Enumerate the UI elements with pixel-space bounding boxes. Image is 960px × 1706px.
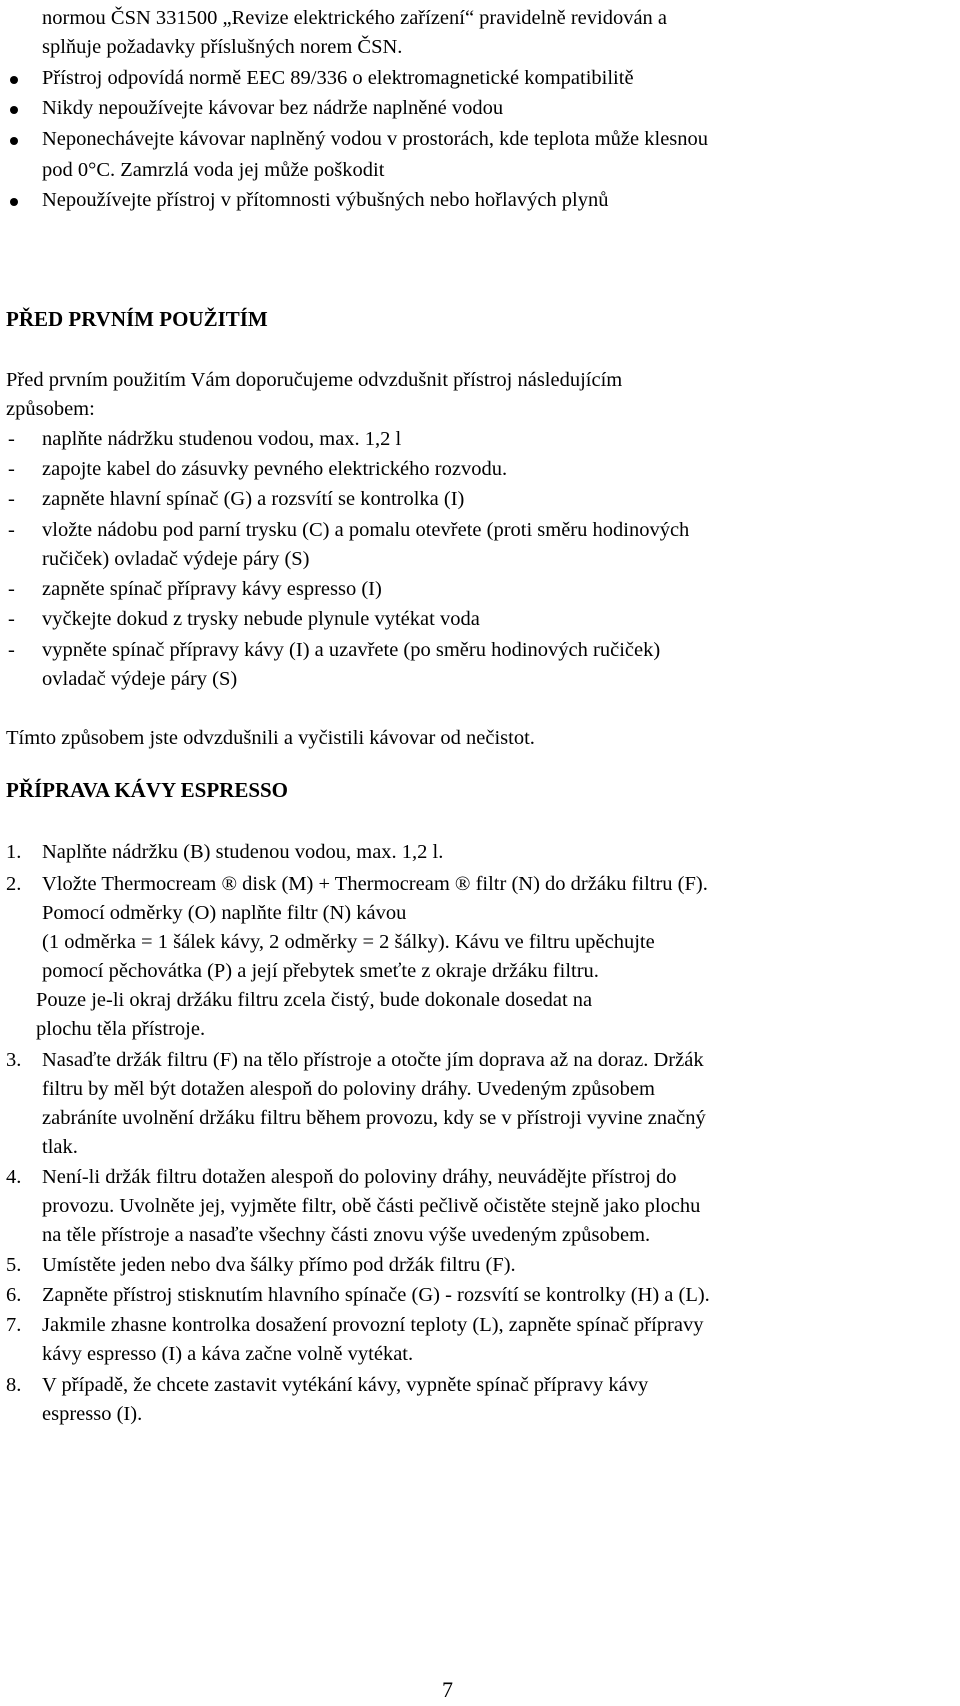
espresso-step-text: tlak. [42, 1136, 78, 1158]
step-item: naplňte nádržku studenou vodou, max. 1,2 l [42, 428, 402, 450]
list-number: 6. [6, 1284, 22, 1306]
step-item: zapněte hlavní spínač (G) a rozsvítí se kontrolka (I) [42, 488, 465, 510]
section1-paragraph-line-1: Před prvním použitím Vám doporučujeme odvzdušnit přístroj následujícím [6, 369, 623, 391]
bullet-item-3: Neponechávejte kávovar naplněný vodou v prostorách, kde teplota může klesnou [42, 128, 709, 150]
step-item-continuation: ručiček) ovladač výdeje páry (S) [42, 548, 310, 570]
espresso-step-text: Naplňte nádržku (B) studenou vodou, max. 1,2 l. [42, 841, 444, 863]
list-number: 1. [6, 841, 22, 863]
espresso-step-text: Pomocí odměrky (O) naplňte filtr (N) kávou [42, 902, 407, 924]
bullet-icon [10, 106, 18, 114]
intro-continuation-line-1: normou ČSN 331500 „Revize elektrického zařízení“ pravidelně revidován a [42, 7, 668, 29]
espresso-step-text: Jakmile zhasne kontrolka dosažení provozní teploty (L), zapněte spínač přípravy [42, 1314, 704, 1336]
espresso-step-text: pomocí pěchovátka (P) a její přebytek smeťte z okraje držáku filtru. [42, 960, 599, 982]
espresso-step-text: plochu těla přístroje. [36, 1018, 206, 1040]
list-dash: - [8, 458, 15, 480]
espresso-step-text: Umístěte jeden nebo dva šálky přímo pod držák filtru (F). [42, 1254, 516, 1276]
espresso-step-text: (1 odměrka = 1 šálek kávy, 2 odměrky = 2 šálky). Kávu ve filtru upěchujte [42, 931, 655, 953]
espresso-step-text: Nasaďte držák filtru (F) na tělo přístroje a otočte jím doprava až na doraz. Držák [42, 1049, 704, 1071]
espresso-step-text: Pouze je-li okraj držáku filtru zcela čistý, bude dokonale dosedat na [36, 989, 593, 1011]
espresso-step-text: Není-li držák filtru dotažen alespoň do poloviny dráhy, neuvádějte přístroj do [42, 1166, 677, 1188]
step-item-continuation: ovladač výdeje páry (S) [42, 668, 238, 690]
bullet-item-4: Nepoužívejte přístroj v přítomnosti výbušných nebo hořlavých plynů [42, 189, 609, 211]
list-dash: - [8, 639, 15, 661]
list-number: 7. [6, 1314, 22, 1336]
list-dash: - [8, 519, 15, 541]
espresso-step-text: zabráníte uvolnění držáku filtru během provozu, kdy se v přístroji vyvine značný [42, 1107, 706, 1129]
step-item: vložte nádobu pod parní trysku (C) a pomalu otevřete (proti směru hodinových [42, 519, 690, 541]
list-dash: - [8, 488, 15, 510]
espresso-step-text: Vložte Thermocream ® disk (M) + Thermocream ® filtr (N) do držáku filtru (F). [42, 873, 708, 895]
list-number: 2. [6, 873, 22, 895]
list-dash: - [8, 608, 15, 630]
list-number: 5. [6, 1254, 22, 1276]
page-number: 7 [442, 1677, 453, 1702]
bullet-item-2: Nikdy nepoužívejte kávovar bez nádrže naplněné vodou [42, 97, 504, 119]
list-dash: - [8, 578, 15, 600]
bullet-icon [10, 76, 18, 84]
list-number: 4. [6, 1166, 22, 1188]
section-heading-first-use: PŘED PRVNÍM POUŽITÍM [6, 307, 268, 331]
bullet-icon [10, 137, 18, 145]
espresso-step-text: Zapněte přístroj stisknutím hlavního spínače (G) - rozsvítí se kontrolky (H) a (L). [42, 1284, 710, 1306]
step-item: zapojte kabel do zásuvky pevného elektrického rozvodu. [42, 458, 508, 480]
espresso-step-text: espresso (I). [42, 1403, 143, 1425]
espresso-step-text: na těle přístroje a nasaďte všechny části znovu výše uvedeným způsobem. [42, 1224, 651, 1246]
list-number: 3. [6, 1049, 22, 1071]
section-heading-espresso: PŘÍPRAVA KÁVY ESPRESSO [6, 778, 289, 802]
bullet-item-1: Přístroj odpovídá normě EEC 89/336 o elektromagnetické kompatibilitě [42, 67, 634, 89]
espresso-step-text: filtru by měl být dotažen alespoň do poloviny dráhy. Uvedeným způsobem [42, 1078, 655, 1100]
bullet-icon [10, 198, 18, 206]
list-dash: - [8, 428, 15, 450]
section1-closing: Tímto způsobem jste odvzdušnili a vyčistili kávovar od nečistot. [6, 727, 535, 749]
espresso-step-text: provozu. Uvolněte jej, vyjměte filtr, obě části pečlivě očistěte stejně jako plochu [42, 1195, 701, 1217]
list-number: 8. [6, 1374, 22, 1396]
step-item: vyčkejte dokud z trysky nebude plynule vytékat voda [42, 608, 480, 630]
espresso-step-text: V případě, že chcete zastavit vytékání kávy, vypněte spínač přípravy kávy [42, 1374, 649, 1396]
section1-paragraph-line-2: způsobem: [6, 398, 95, 420]
espresso-step-text: kávy espresso (I) a káva začne volně vytékat. [42, 1343, 414, 1365]
step-item: vypněte spínač přípravy kávy (I) a uzavřete (po směru hodinových ručiček) [42, 639, 661, 661]
bullet-item-3-continuation: pod 0°C. Zamrzlá voda jej může poškodit [42, 159, 385, 181]
intro-continuation-line-2: splňuje požadavky příslušných norem ČSN. [42, 36, 403, 58]
step-item: zapněte spínač přípravy kávy espresso (I) [42, 578, 382, 600]
